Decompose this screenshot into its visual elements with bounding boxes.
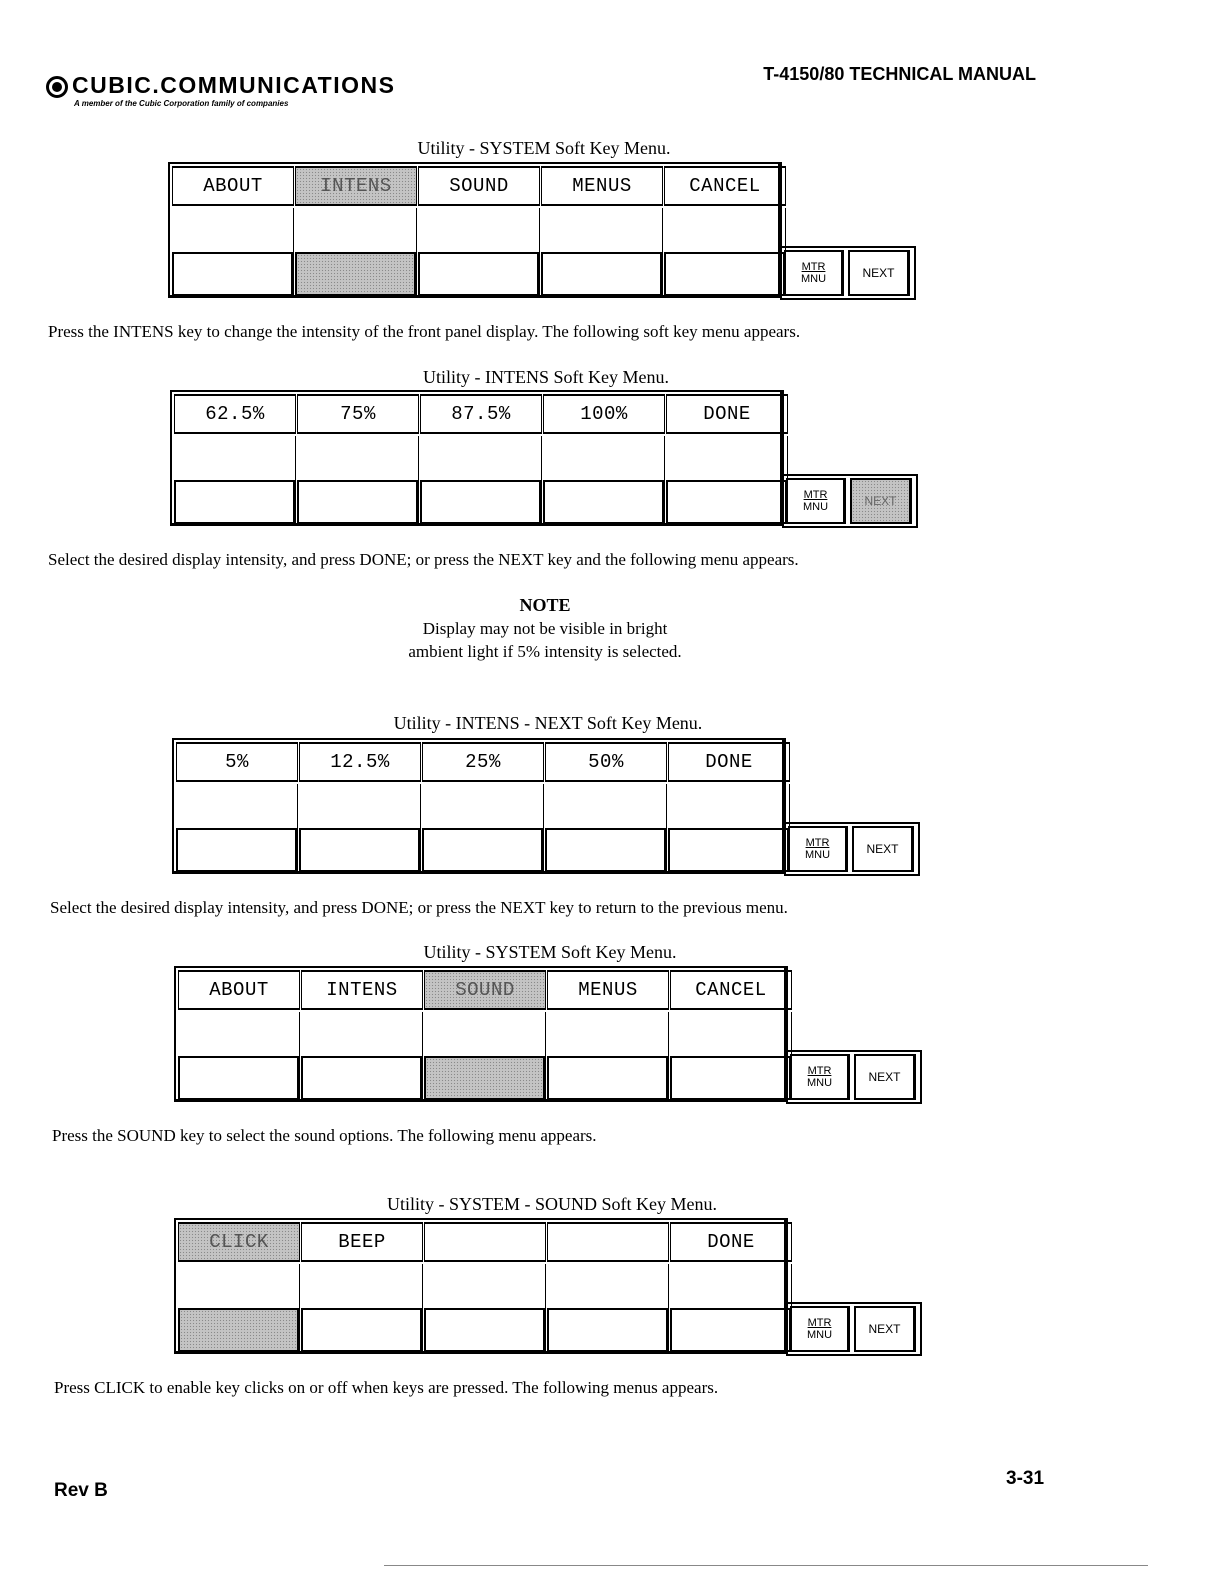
softkey-spacer [424, 1264, 546, 1308]
softkey-spacer [418, 208, 540, 252]
softkey-row-bot [178, 1056, 793, 1100]
company-logo [46, 72, 395, 108]
mnu-key-label: MNU [800, 273, 827, 285]
next-key[interactable]: NEXT [854, 1054, 916, 1100]
soft-key-button[interactable] [176, 828, 298, 872]
softkey-spacer [541, 208, 663, 252]
softkey-row-bot [178, 1308, 793, 1352]
soft-key-label[interactable]: 100% [543, 394, 665, 434]
soft-key-button[interactable] [424, 1308, 546, 1352]
soft-key-button[interactable] [178, 1308, 300, 1352]
softkey-spacer [543, 436, 665, 480]
softkey-spacer [301, 1012, 423, 1056]
soft-key-label[interactable]: CANCEL [664, 166, 786, 206]
next-key[interactable]: NEXT [848, 250, 910, 296]
mnu-key-label: MNU [806, 1329, 833, 1341]
softkey-row-top [178, 970, 793, 1010]
mtr-key-label: MTR [803, 489, 828, 501]
manual-title: T-4150/80 TECHNICAL MANUAL [763, 64, 1036, 84]
soft-key-button[interactable] [420, 480, 542, 524]
softkey-row-bot [174, 480, 789, 524]
soft-key-button[interactable] [547, 1056, 669, 1100]
page-number: 3-31 [1006, 1468, 1045, 1489]
softkey-panel [174, 966, 926, 1106]
page-header [0, 0, 1224, 120]
soft-key-label[interactable]: SOUND [418, 166, 540, 206]
soft-key-button[interactable] [301, 1056, 423, 1100]
soft-key-button[interactable] [178, 1056, 300, 1100]
side-keys [786, 1050, 922, 1104]
softkey-spacer [301, 1264, 423, 1308]
company-name: CUBIC.COMMUNICATIONS [72, 72, 396, 98]
soft-key-button[interactable] [297, 480, 419, 524]
softkey-panel [170, 390, 922, 530]
soft-key-button[interactable] [668, 828, 790, 872]
softkey-row-mid [176, 784, 791, 828]
menu-caption: Utility - SYSTEM Soft Key Menu. [417, 138, 671, 158]
menu-caption: Utility - INTENS - NEXT Soft Key Menu. [393, 713, 703, 733]
softkey-spacer [545, 784, 667, 828]
softkey-spacer [420, 436, 542, 480]
soft-key-label[interactable]: 62.5% [174, 394, 296, 434]
soft-key-label[interactable]: INTENS [295, 166, 417, 206]
softkey-grid [172, 738, 786, 874]
mtr-key-label: MTR [801, 261, 826, 273]
soft-key-button[interactable] [541, 252, 663, 296]
soft-key-button[interactable] [299, 828, 421, 872]
softkey-spacer [664, 208, 786, 252]
softkey-row-bot [176, 828, 791, 872]
menu-caption: Utility - INTENS Soft Key Menu. [423, 367, 669, 387]
soft-key-button[interactable] [543, 480, 665, 524]
soft-key-button[interactable] [547, 1308, 669, 1352]
menu-caption: Utility - SYSTEM Soft Key Menu. [423, 942, 677, 962]
soft-key-label[interactable]: MENUS [541, 166, 663, 206]
softkey-spacer [178, 1264, 300, 1308]
soft-key-label[interactable] [547, 1222, 669, 1262]
soft-key-button[interactable] [670, 1308, 792, 1352]
soft-key-label[interactable]: CANCEL [670, 970, 792, 1010]
softkey-spacer [424, 1012, 546, 1056]
soft-key-button[interactable] [418, 252, 540, 296]
softkey-row-top [178, 1222, 793, 1262]
softkey-spacer [176, 784, 298, 828]
softkey-spacer [547, 1264, 669, 1308]
softkey-spacer [670, 1264, 792, 1308]
soft-key-label[interactable]: INTENS [301, 970, 423, 1010]
softkey-panel [168, 162, 920, 302]
soft-key-button[interactable] [174, 480, 296, 524]
soft-key-label[interactable]: 87.5% [420, 394, 542, 434]
softkey-row-mid [178, 1264, 793, 1308]
side-keys [784, 822, 920, 876]
softkey-spacer [178, 1012, 300, 1056]
side-keys [782, 474, 918, 528]
soft-key-label[interactable]: 5% [176, 742, 298, 782]
softkey-spacer [295, 208, 417, 252]
softkey-spacer [172, 208, 294, 252]
softkey-spacer [668, 784, 790, 828]
instruction-paragraph: Press the INTENS key to change the intensity of the front panel display. The following soft key menu appears. [48, 322, 801, 341]
soft-key-button[interactable] [301, 1308, 423, 1352]
soft-key-label[interactable]: 12.5% [299, 742, 421, 782]
soft-key-label[interactable]: 25% [422, 742, 544, 782]
softkey-grid [168, 162, 782, 298]
softkey-row-top [172, 166, 787, 206]
soft-key-label[interactable]: SOUND [424, 970, 546, 1010]
mtr-mnu-key[interactable] [786, 478, 846, 524]
soft-key-label[interactable]: 75% [297, 394, 419, 434]
softkey-row-top [174, 394, 789, 434]
mtr-key-label: MTR [807, 1065, 832, 1077]
mnu-key-label: MNU [802, 501, 829, 513]
note-line: ambient light if 5% intensity is selected. [408, 642, 682, 661]
mtr-mnu-key[interactable] [790, 1054, 850, 1100]
soft-key-label[interactable]: DONE [666, 394, 788, 434]
instruction-paragraph: Press CLICK to enable key clicks on or off when keys are pressed. The following menus appears. [54, 1378, 719, 1397]
side-keys [786, 1302, 922, 1356]
instruction-paragraph: Select the desired display intensity, and press DONE; or press the NEXT key and the following menu appears. [48, 550, 799, 569]
mtr-key-label: MTR [807, 1317, 832, 1329]
note-title: NOTE [519, 595, 571, 615]
soft-key-button[interactable] [545, 828, 667, 872]
revision-label: Rev B [54, 1480, 108, 1501]
mtr-mnu-key[interactable] [788, 826, 848, 872]
note-block [380, 594, 710, 663]
soft-key-button[interactable] [295, 252, 417, 296]
softkey-spacer [422, 784, 544, 828]
soft-key-button[interactable] [172, 252, 294, 296]
soft-key-button[interactable] [670, 1056, 792, 1100]
softkey-spacer [547, 1012, 669, 1056]
softkey-spacer [297, 436, 419, 480]
soft-key-button[interactable] [664, 252, 786, 296]
next-key[interactable]: NEXT [850, 478, 912, 524]
soft-key-label[interactable]: BEEP [301, 1222, 423, 1262]
note-line: Display may not be visible in bright [422, 619, 668, 638]
softkey-grid [174, 1218, 788, 1354]
soft-key-button[interactable] [422, 828, 544, 872]
company-tagline: A member of the Cubic Corporation family of companies [74, 99, 289, 108]
softkey-spacer [299, 784, 421, 828]
soft-key-label[interactable]: ABOUT [178, 970, 300, 1010]
mtr-mnu-key[interactable] [790, 1306, 850, 1352]
soft-key-label[interactable]: 50% [545, 742, 667, 782]
next-key[interactable]: NEXT [852, 826, 914, 872]
soft-key-label[interactable]: ABOUT [172, 166, 294, 206]
soft-key-label[interactable]: DONE [670, 1222, 792, 1262]
soft-key-button[interactable] [666, 480, 788, 524]
softkey-panel [172, 738, 924, 878]
softkey-row-top [176, 742, 791, 782]
softkey-spacer [174, 436, 296, 480]
softkey-grid [174, 966, 788, 1102]
footer-rule [384, 1565, 1148, 1566]
cubic-logo-icon [46, 76, 68, 98]
soft-key-label[interactable]: CLICK [178, 1222, 300, 1262]
soft-key-label[interactable]: MENUS [547, 970, 669, 1010]
instruction-paragraph: Select the desired display intensity, and press DONE; or press the NEXT key to return to the previous menu. [50, 898, 788, 917]
softkey-spacer [670, 1012, 792, 1056]
softkey-grid [170, 390, 784, 526]
softkey-spacer [666, 436, 788, 480]
softkey-panel [174, 1218, 926, 1358]
menu-caption: Utility - SYSTEM - SOUND Soft Key Menu. [386, 1194, 717, 1214]
softkey-row-mid [172, 208, 787, 252]
softkey-row-mid [178, 1012, 793, 1056]
soft-key-label[interactable]: DONE [668, 742, 790, 782]
mtr-mnu-key[interactable] [784, 250, 844, 296]
mnu-key-label: MNU [806, 1077, 833, 1089]
next-key[interactable]: NEXT [854, 1306, 916, 1352]
softkey-row-bot [172, 252, 787, 296]
instruction-paragraph: Press the SOUND key to select the sound options. The following menu appears. [52, 1126, 597, 1145]
mtr-key-label: MTR [805, 837, 830, 849]
mnu-key-label: MNU [804, 849, 831, 861]
soft-key-label[interactable] [424, 1222, 546, 1262]
softkey-row-mid [174, 436, 789, 480]
soft-key-button[interactable] [424, 1056, 546, 1100]
side-keys [780, 246, 916, 300]
